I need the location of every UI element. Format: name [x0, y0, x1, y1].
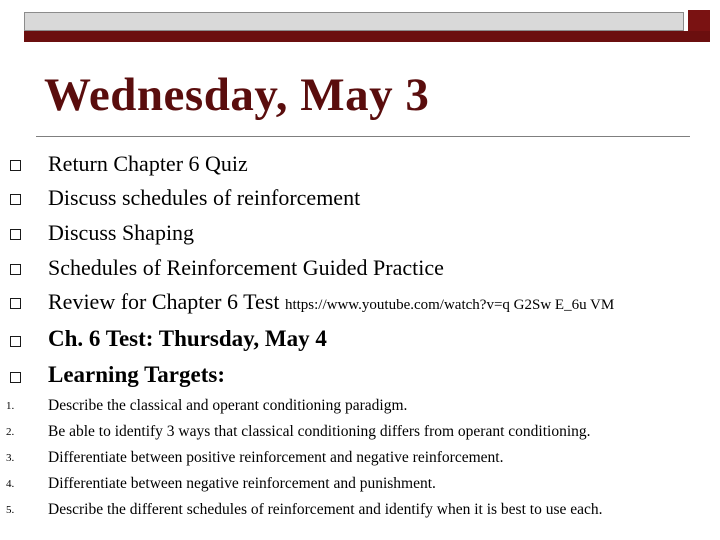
bullet-text: Review for Chapter 6 Test	[48, 289, 280, 314]
slide-title: Wednesday, May 3	[44, 69, 430, 121]
bullet-text: Ch. 6 Test: Thursday, May 4	[48, 326, 327, 351]
bullet-text: Learning Targets:	[48, 362, 225, 387]
square-bullet-icon	[10, 229, 21, 240]
target-number: 4.	[6, 478, 15, 490]
bullet-text: Return Chapter 6 Quiz	[48, 151, 248, 176]
target-number: 5.	[6, 504, 15, 516]
target-text: Be able to identify 3 ways that classical conditioning differs from operant conditioning.	[48, 423, 591, 440]
title-divider	[36, 136, 690, 137]
bullet-text: Discuss Shaping	[48, 220, 195, 245]
target-text: Differentiate between positive reinforcement and negative reinforcement.	[48, 449, 504, 466]
square-bullet-icon	[10, 372, 21, 383]
youtube-link[interactable]: https://www.youtube.com/watch?v=q G2Sw E_6u VM	[284, 297, 615, 313]
bullet-text: Schedules of Reinforcement Guided Practice	[48, 255, 444, 280]
target-number: 1.	[6, 400, 15, 412]
square-bullet-icon	[10, 298, 21, 309]
square-bullet-icon	[10, 194, 21, 205]
target-text: Describe the classical and operant conditioning paradigm.	[48, 397, 408, 414]
target-number: 3.	[6, 452, 15, 464]
corner-accent-square	[688, 10, 710, 31]
bullet-text: Discuss schedules of reinforcement	[48, 185, 361, 210]
square-bullet-icon	[10, 336, 21, 347]
square-bullet-icon	[10, 264, 21, 275]
target-text: Differentiate between negative reinforcement and punishment.	[48, 475, 436, 492]
header-accent-bar	[24, 31, 710, 42]
target-number: 2.	[6, 426, 15, 438]
target-text: Describe the different schedules of reinforcement and identify when it is best to use each.	[48, 501, 603, 518]
header-grey-bar	[24, 12, 684, 31]
square-bullet-icon	[10, 160, 21, 171]
